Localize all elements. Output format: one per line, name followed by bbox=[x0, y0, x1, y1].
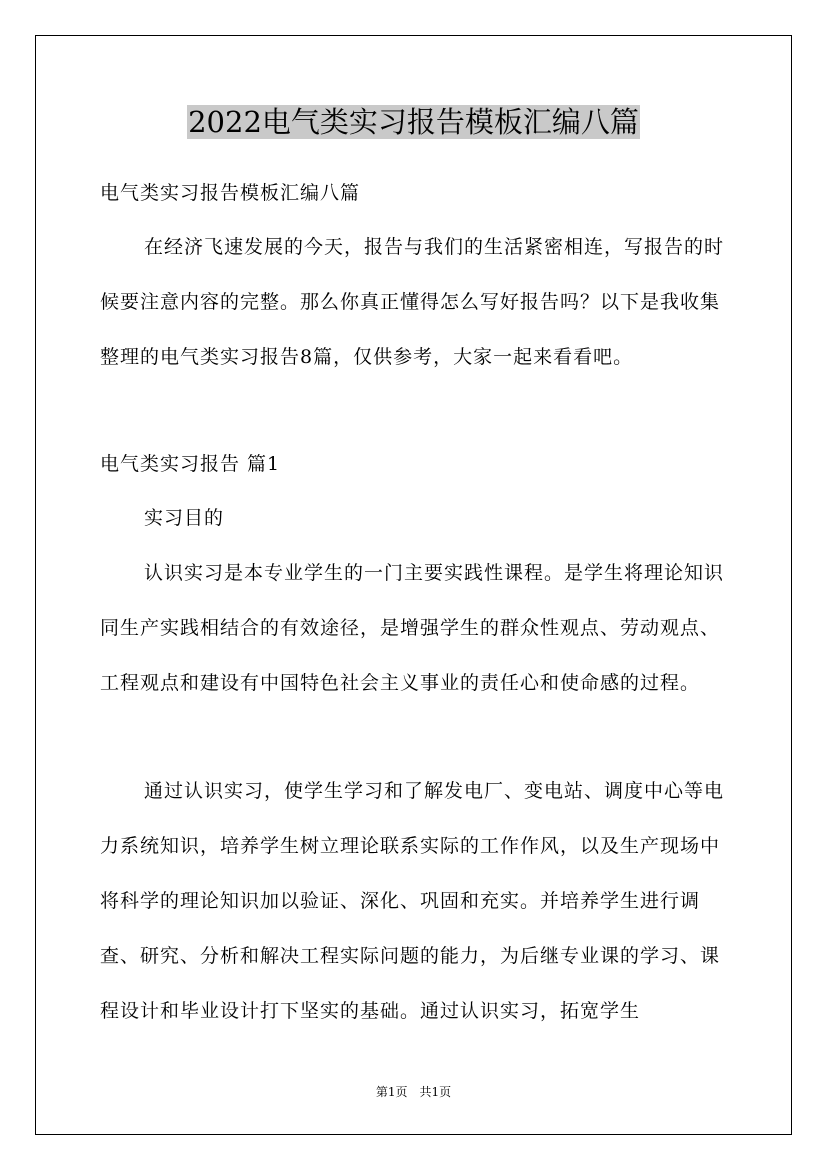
section-heading: 电气类实习报告 篇1 bbox=[100, 453, 281, 475]
subsection-heading: 实习目的 bbox=[144, 507, 225, 529]
body-paragraph-2: 通过认识实习，使学生学习和了解发电厂、变电站、调度中心等电力系统知识，培养学生树立理论联系实际的工作作风，以及生产现场中将科学的理论知识加以验证、深化、巩固和充实。并培养学生进行调查、研究、分析和解决工程实际问题的能力，为后继专业课的学习、课程设计和毕业设计打下坚实的基础。通过认识实习，拓宽学生 bbox=[100, 780, 725, 1022]
document-title-text: 2022电气类实习报告模板汇编八篇 bbox=[188, 105, 639, 139]
page-footer: 第1页 共1页 bbox=[375, 1085, 452, 1099]
intro-paragraph: 在经济飞速发展的今天，报告与我们的生活紧密相连，写报告的时候要注意内容的完整。那么你真正懂得怎么写好报告吗？以下是我收集整理的电气类实习报告8篇，仅供参考，大家一起来看看吧。 bbox=[100, 236, 725, 368]
document-subtitle: 电气类实习报告模板汇编八篇 bbox=[100, 182, 361, 204]
body-paragraph-1: 认识实习是本专业学生的一门主要实践性课程。是学生将理论知识同生产实践相结合的有效途径，是增强学生的群众性观点、劳动观点、工程观点和建设有中国特色社会主义事业的责任心和使命感的过程。 bbox=[100, 562, 725, 694]
document-title bbox=[0, 98, 827, 146]
